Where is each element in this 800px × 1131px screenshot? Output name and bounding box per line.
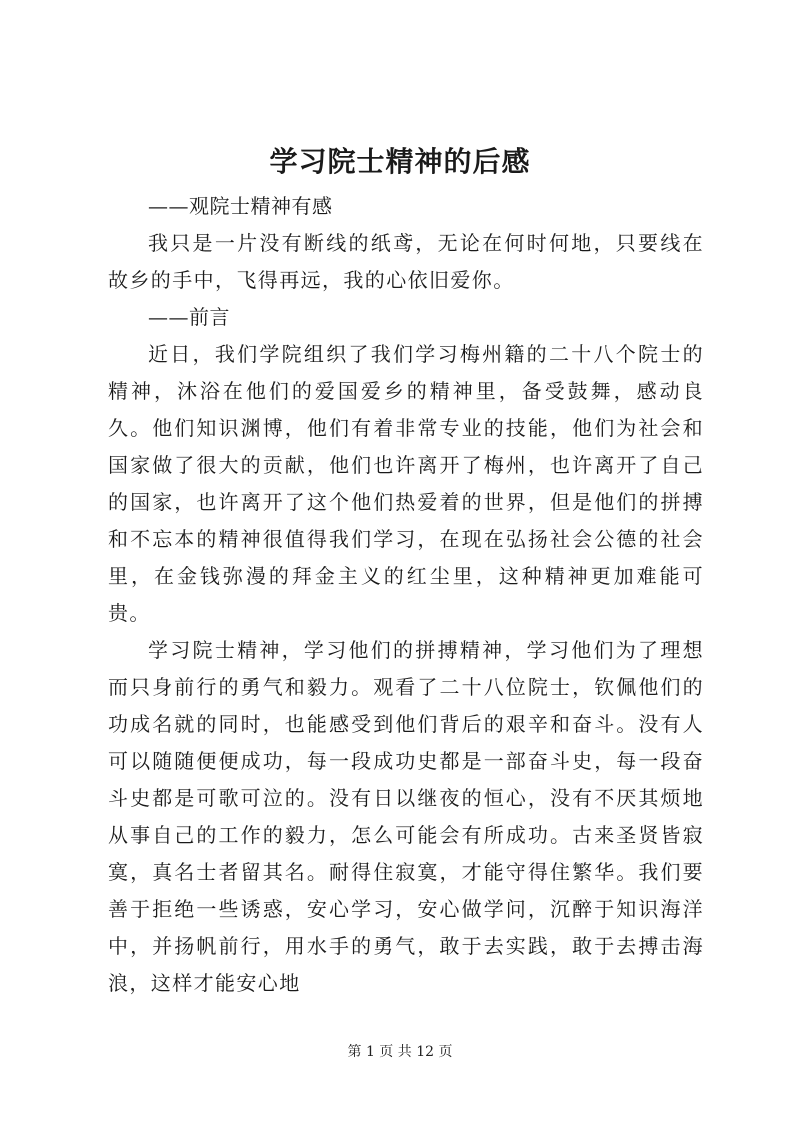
quote-source: ——前言 bbox=[148, 305, 230, 329]
subtitle: ——观院士精神有感 bbox=[148, 194, 333, 218]
body-paragraph-1: 近日，我们学院组织了我们学习梅州籍的二十八个院士的精神，沐浴在他们的爱国爱乡的精神里，备受鼓舞，感动良久。他们知识渊博，他们有着非常专业的技能，他们为社会和国家做了很大的贡献，他们也许离开了梅州，也许离开了自己的国家，也许离开了这个他们热爱着的世界，但是他们的拼搏和不忘本的精神很值得我们学习，在现在弘扬社会公德的社会里，在金钱弥漫的拜金主义的红尘里，这种精神更加难能可贵。 bbox=[108, 342, 704, 625]
page-number-footer: 第 1 页 共 12 页 bbox=[347, 1044, 453, 1060]
page-title: 学习院士精神的后感 bbox=[269, 145, 531, 178]
document-body bbox=[108, 188, 704, 1002]
quote-paragraph: 我只是一片没有断线的纸鸢，无论在何时何地，只要线在故乡的手中，飞得再远，我的心依旧爱你。 bbox=[108, 231, 704, 292]
body-paragraph-2: 学习院士精神，学习他们的拼搏精神，学习他们为了理想而只身前行的勇气和毅力。观看了二十八位院士，钦佩他们的功成名就的同时，也能感受到他们背后的艰辛和奋斗。没有人可以随随便便成功，每一段成功史都是一部奋斗史，每一段奋斗史都是可歌可泣的。没有日以继夜的恒心，没有不厌其烦地从事自己的工作的毅力，怎么可能会有所成功。古来圣贤皆寂寞，真名士者留其名。耐得住寂寞，才能守得住繁华。我们要善于拒绝一些诱惑，安心学习，安心做学问，沉醉于知识海洋中，并扬帆前行，用水手的勇气，敢于去实践，敢于去搏击海浪，这样才能安心地 bbox=[108, 638, 704, 995]
